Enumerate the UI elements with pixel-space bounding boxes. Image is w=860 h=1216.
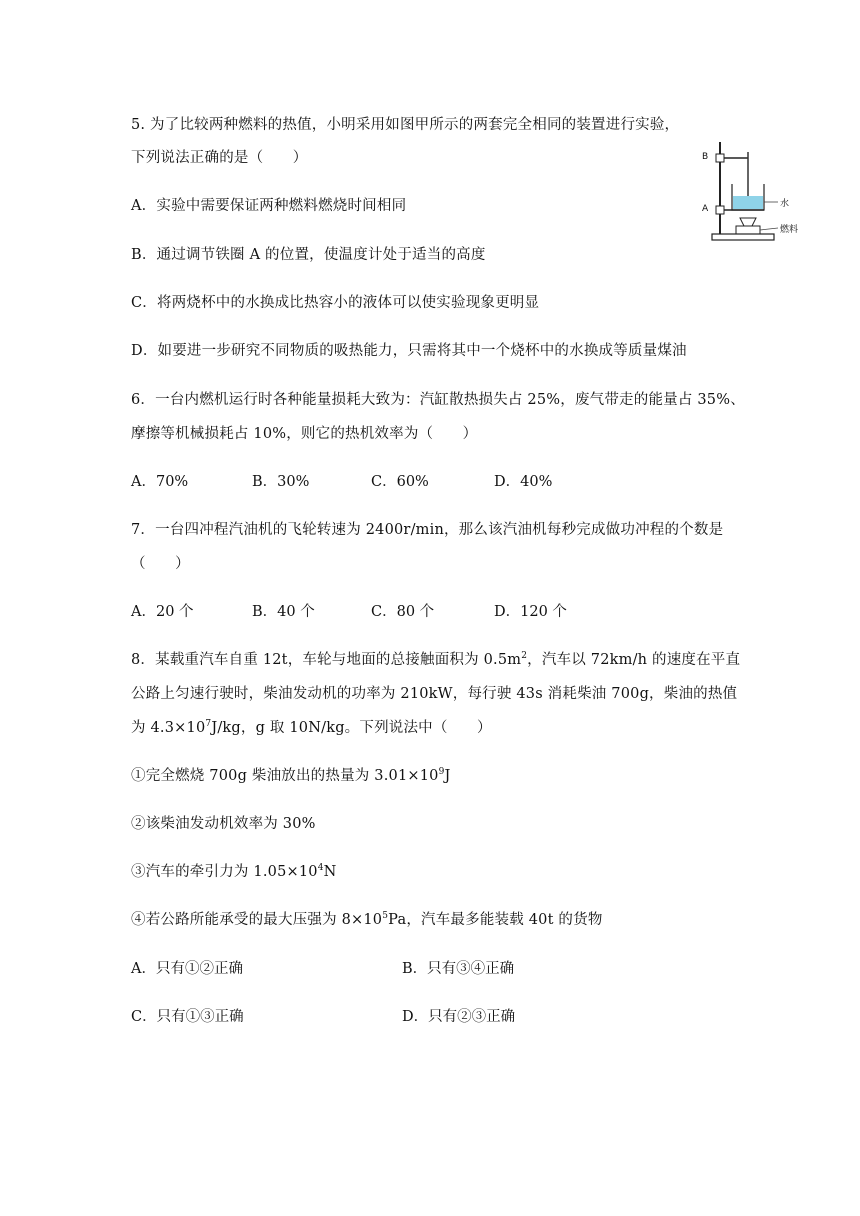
q8-s1-text: ①完全燃烧 700g 柴油放出的热量为 3.01×10 xyxy=(131,768,439,784)
q5-option-a: A．实验中需要保证两种燃料燃烧时间相同 xyxy=(131,198,407,214)
q8-line1-text: 8．某载重汽车自重 12t，车轮与地面的总接触面积为 0.5m xyxy=(131,652,522,668)
q8-line3-text-b: J/kg，g 取 10N/kg。下列说法中（ ） xyxy=(211,720,492,736)
q6-option-a: A．70% xyxy=(131,474,189,490)
q6-option-c: C．60% xyxy=(371,474,429,490)
q5-stem-line1: 5. 为了比较两种燃料的热值，小明采用如图甲所示的两套完全相同的装置进行实验， xyxy=(131,117,680,133)
q8-s1-unit: J xyxy=(444,768,451,784)
q8-line1-text-b: ，汽车以 72km/h 的速度在平直 xyxy=(527,652,741,668)
q8-line1-sup: 2 xyxy=(521,651,528,661)
q8-s3-sup: 4 xyxy=(317,863,324,873)
q8-statement-4 xyxy=(131,908,603,929)
q8-s4-text-b: Pa，汽车最多能装载 40t 的货物 xyxy=(388,912,603,928)
q5-option-d: D．如要进一步研究不同物质的吸热能力，只需将其中一个烧杯中的水换成等质量煤油 xyxy=(131,343,687,359)
label-water: 水 xyxy=(780,199,790,209)
label-b: B xyxy=(702,152,709,162)
q8-stem-line3 xyxy=(131,716,492,737)
q6-option-b: B．30% xyxy=(252,474,310,490)
q7-stem-line1: 7．一台四冲程汽油机的飞轮转速为 2400r/min，那么该汽油机每秒完成做功冲程的个数是 xyxy=(131,522,724,538)
q5-option-b: B．通过调节铁圈 A 的位置，使温度计处于适当的高度 xyxy=(131,247,486,263)
q7-option-c: C．80 个 xyxy=(371,604,435,620)
label-a: A xyxy=(702,204,709,214)
q8-line3-sup: 7 xyxy=(205,719,212,729)
q5-stem-line2: 下列说法正确的是（ ） xyxy=(131,150,308,166)
q5-option-c: C．将两烧杯中的水换成比热容小的液体可以使实验现象更明显 xyxy=(131,295,540,311)
q7-option-d: D．120 个 xyxy=(494,604,567,620)
q6-stem-line2: 摩擦等机械损耗占 10%，则它的热机效率为（ ） xyxy=(131,426,478,442)
q8-stem-line1 xyxy=(131,648,740,669)
q5-apparatus-figure xyxy=(700,138,810,248)
q8-statement-1 xyxy=(131,764,451,785)
q8-option-d: D．只有②③正确 xyxy=(402,1009,516,1025)
q8-s3-unit: N xyxy=(323,864,337,880)
label-fuel: 燃料 xyxy=(780,225,799,235)
q8-statement-3 xyxy=(131,860,337,881)
q7-stem-line2: （ ） xyxy=(131,556,190,572)
q8-statement-2: ②该柴油发动机效率为 30% xyxy=(131,816,316,832)
q7-option-b: B．40 个 xyxy=(252,604,315,620)
q8-option-b: B．只有③④正确 xyxy=(402,961,515,977)
q8-option-c: C．只有①③正确 xyxy=(131,1009,244,1025)
q8-s4-text: ④若公路所能承受的最大压强为 8×10 xyxy=(131,912,383,928)
q8-line3-text: 为 4.3×10 xyxy=(131,720,206,736)
q8-stem-line2: 公路上匀速行驶时，柴油发动机的功率为 210kW，每行驶 43s 消耗柴油 700g，柴油的热值 xyxy=(131,686,738,702)
q8-option-a: A．只有①②正确 xyxy=(131,961,243,977)
q7-option-a: A．20 个 xyxy=(131,604,194,620)
q8-s1-sup: 9 xyxy=(438,767,445,777)
q8-s4-sup: 5 xyxy=(382,911,389,921)
q8-s3-text: ③汽车的牵引力为 1.05×10 xyxy=(131,864,318,880)
q6-stem-line1: 6．一台内燃机运行时各种能量损耗大致为：汽缸散热损失占 25%，废气带走的能量占 35%、 xyxy=(131,392,745,408)
q6-option-d: D．40% xyxy=(494,474,553,490)
